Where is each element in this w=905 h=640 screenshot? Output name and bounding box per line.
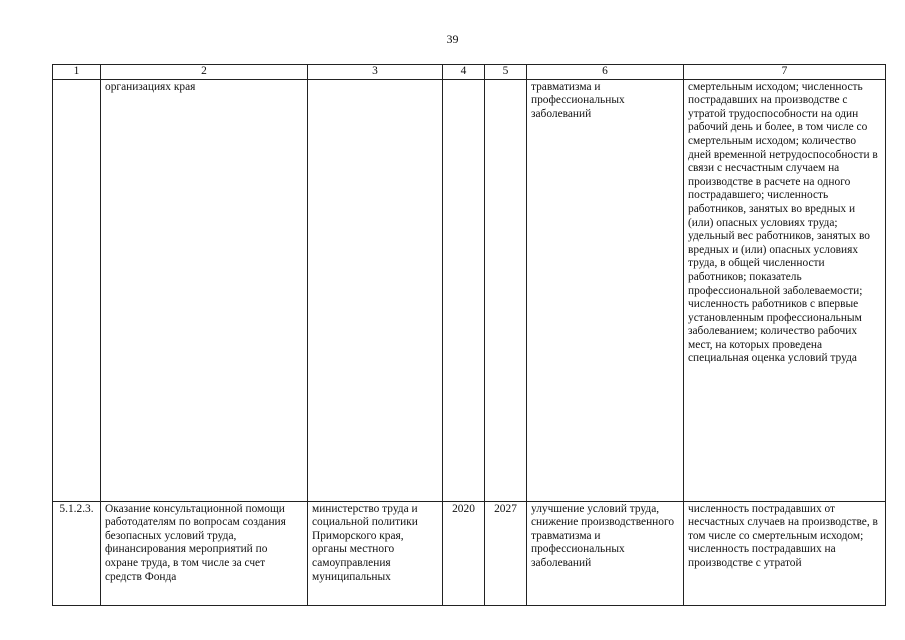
page-number: 39: [446, 32, 459, 46]
header-col-4: 4: [443, 65, 485, 80]
measures-table: [52, 64, 886, 606]
header-col-2: 2: [101, 65, 308, 80]
cell-end-year: [485, 79, 527, 501]
cell-number: 5.1.2.3.: [53, 501, 101, 605]
cell-measure: Оказание консультационной помощи работодателям по вопросам создания безопасных условий труда, финансирования мероприятий по охране труда, в том числе за счет средств Фонда: [101, 501, 308, 605]
cell-executor: [308, 79, 443, 501]
cell-end-year: 2027: [485, 501, 527, 605]
cell-indicators: численность пострадавших от несчастных случаев на производстве, в том числе со смертельным исходом; численность пострадавших на производстве с утратой: [684, 501, 886, 605]
table-header-row: [53, 65, 886, 80]
cell-measure: организациях края: [101, 79, 308, 501]
cell-number: [53, 79, 101, 501]
cell-result: улучшение условий труда, снижение производственного травматизма и профессиональных заболеваний: [527, 501, 684, 605]
header-col-6: 6: [527, 65, 684, 80]
header-col-5: 5: [485, 65, 527, 80]
cell-start-year: 2020: [443, 501, 485, 605]
cell-result: травматизма и профессиональных заболеваний: [527, 79, 684, 501]
cell-indicators: смертельным исходом; численность пострадавших на производстве с утратой трудоспособности на один рабочий день и более, в том числе со смертельным исходом; количество дней временной нетрудоспособности в связи с несчастным случаем на производстве в расчете на одного пострадавшего; численность работников, занятых во вредных и (или) опасных условиях труда; удельный вес работников, занятых во вредных и (или) опасных условиях труда, в общей численности работников; показатель профессиональной заболеваемости; численность работников с впервые установленным профессиональным заболеванием; количество рабочих мест, на которых проведена специальная оценка условий труда: [684, 79, 886, 501]
table-row: [53, 79, 886, 501]
header-col-1: 1: [53, 65, 101, 80]
header-col-7: 7: [684, 65, 886, 80]
table-row: [53, 501, 886, 605]
header-col-3: 3: [308, 65, 443, 80]
cell-start-year: [443, 79, 485, 501]
cell-executor: министерство труда и социальной политики Приморского края, органы местного самоуправления муниципальных: [308, 501, 443, 605]
